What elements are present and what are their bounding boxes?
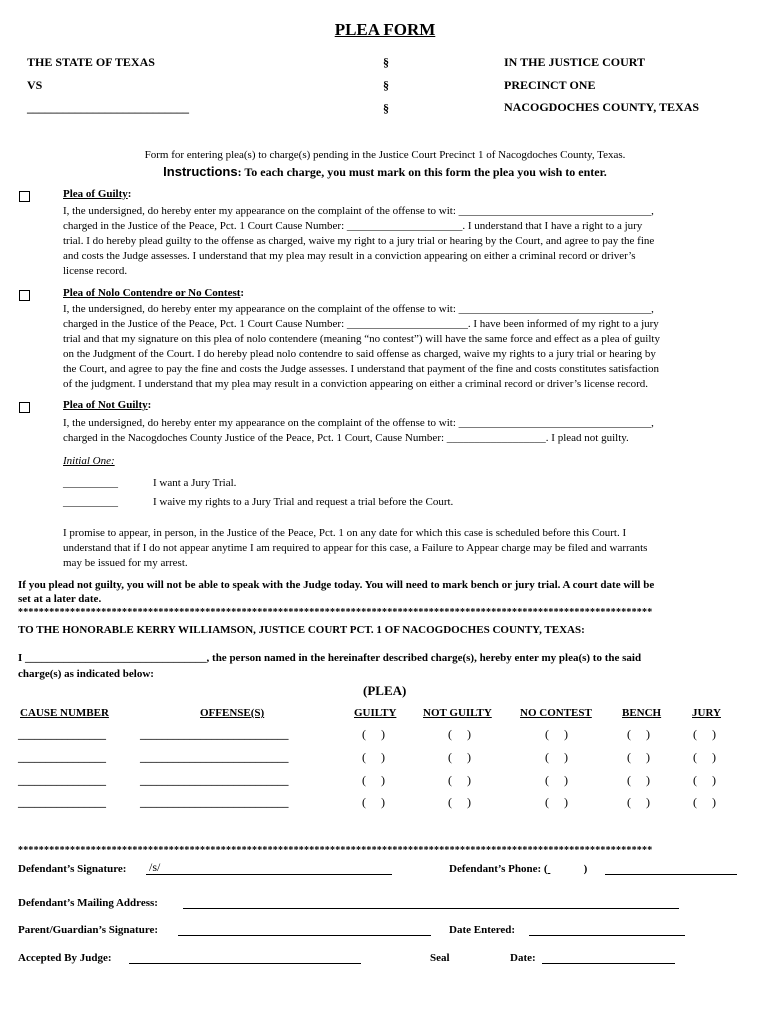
notice-line: If you plead not guilty, you will not be able to speak with the Judge today. You will need to mark bench or jury trial. A court date will be [18,579,655,591]
not-guilty-checkbox[interactable] [19,402,30,413]
bench-choice[interactable]: ( ) [627,750,650,764]
plea-statement-rest: , the person named in the hereinafter described charge(s), hereby enter my plea(s) to the said [206,652,642,664]
nolo-checkbox[interactable] [19,290,30,301]
jury-trial-option: I want a Jury Trial. [153,477,237,489]
col-cause-number: CAUSE NUMBER [20,707,109,719]
section-mark: § [383,101,389,115]
plea-statement [18,652,641,664]
no-contest-choice[interactable]: ( ) [545,750,568,764]
offense-blank[interactable]: ___________________________ [140,729,289,741]
no-contest-choice[interactable]: ( ) [545,727,568,741]
date-entered-label: Date Entered: [449,924,516,936]
text-line: I, the undersigned, do hereby enter my appearance on the complaint of the offense to wit: ___________________________________, [63,205,654,217]
text-line: I promise to appear, in person, in the Justice of the Peace, Pct. 1 on any date for which this case is scheduled before this Court. I [63,527,627,539]
date-line[interactable] [542,963,675,964]
header-defendant-blank[interactable]: ___________________________ [27,101,189,115]
cause-number-blank[interactable]: ________________ [18,797,106,809]
text-line: trial and that my signature on this plea of nolo contendere (meaning “no contest”) will have the same force and effect as a plea of guilty [63,333,660,345]
col-not-guilty: NOT GUILTY [423,707,492,719]
not-guilty-choice[interactable]: ( ) [448,795,471,809]
defendant-signature-value[interactable]: /s/ [149,860,161,874]
nolo-text [63,302,743,392]
bench-trial-option: I waive my rights to a Jury Trial and request a trial before the Court. [153,496,454,508]
text-line: trial. I do hereby plead guilty to the offense as charged, waive my right to a jury trial or hearing by the Court, and agree to pay the fine [63,235,655,247]
plea-statement-line2: charge(s) as indicated below: [18,668,154,680]
parent-signature-label: Parent/Guardian’s Signature: [18,924,159,936]
guilty-choice[interactable]: ( ) [362,750,385,764]
col-jury: JURY [692,707,721,719]
text-line: on the Judgment of the Court. I do hereby plead nolo contendre to said offense as charged, waive my rights to a jury trial or hearing by [63,348,656,360]
guilty-heading-label: Plea of Guilty [63,188,128,200]
defendant-signature-label: Defendant’s Signature: [18,863,127,875]
no-contest-choice[interactable]: ( ) [545,795,568,809]
no-contest-choice[interactable]: ( ) [545,773,568,787]
guilty-checkbox[interactable] [19,191,30,202]
mailing-address-line[interactable] [183,908,679,909]
seal-label: Seal [430,952,450,964]
bench-choice[interactable]: ( ) [627,773,650,787]
star-divider: ************************************************************************************************************************** [18,845,653,856]
col-guilty: GUILTY [354,707,397,719]
colon: : [127,188,132,200]
mailing-address-label: Defendant’s Mailing Address: [18,897,158,909]
defendant-phone-label [449,863,587,875]
header-court: IN THE JUSTICE COURT [504,55,646,69]
jury-choice[interactable]: ( ) [693,750,716,764]
bench-trial-initial-blank[interactable]: __________ [63,496,118,508]
colon: : [147,399,152,411]
text-line: understand that if I do not appear anytime I am required to appear for this case, a Failure to Appear charge may be filed and warrants [63,542,648,554]
not-guilty-choice[interactable]: ( ) [448,773,471,787]
header-vs: VS [27,78,43,92]
instructions [0,164,770,180]
header-precinct: PRECINCT ONE [504,78,596,92]
header-county: NACOGDOCHES COUNTY, TEXAS [504,100,700,114]
phone-label-close: ) [583,863,588,875]
promise-text [63,526,743,571]
defendant-signature-line [146,874,392,875]
col-no-contest: NO CONTEST [520,707,592,719]
not-guilty-choice[interactable]: ( ) [448,727,471,741]
text-line: the Court, and agree to pay the fine and costs the Judge assesses. I understand that payment of the fine and costs constitutes satisfaction [63,363,659,375]
guilty-text [63,204,743,279]
header-state: THE STATE OF TEXAS [27,55,155,69]
col-bench: BENCH [622,707,662,719]
defendant-name-blank[interactable]: _________________________________ [25,652,207,664]
plea-label: (PLEA) [363,683,407,698]
jury-choice[interactable]: ( ) [693,727,716,741]
text-line: I, the undersigned, do hereby enter my appearance on the complaint of the offense to wit: ___________________________________, [63,303,654,315]
star-divider: ************************************************************************************************************************** [18,607,653,618]
section-mark: § [383,78,389,92]
honorable-line: TO THE HONORABLE KERRY WILLIAMSON, JUSTICE COURT PCT. 1 OF NACOGDOCHES COUNTY, TEXAS: [18,624,585,636]
notice-line: set at a later date. [18,593,102,605]
cause-number-blank[interactable]: ________________ [18,775,106,787]
jury-trial-initial-blank[interactable]: __________ [63,477,118,489]
col-offenses: OFFENSE(S) [200,707,265,719]
offense-blank[interactable]: ___________________________ [140,797,289,809]
nolo-heading [63,287,244,299]
not-guilty-heading-label: Plea of Not Guilty [63,399,148,411]
instructions-text: : To each charge, you must mark on this form the plea you wish to enter. [237,165,607,179]
guilty-choice[interactable]: ( ) [362,795,385,809]
not-guilty-text [63,416,743,446]
defendant-phone-line[interactable] [605,874,737,875]
jury-choice[interactable]: ( ) [693,795,716,809]
plea-statement-i: I [18,652,23,664]
text-line: and costs the Judge assesses. I understand that my plea may result in a conviction appearing on either a criminal record or driver’s [63,250,636,262]
guilty-heading [63,188,131,200]
offense-blank[interactable]: ___________________________ [140,752,289,764]
phone-label-start: Defendant’s Phone: ( [449,863,548,875]
text-line: charged in the Nacogdoches County Justice of the Peace, Pct. 1 Court, Cause Number: __________________. I plead not guilty. [63,432,629,444]
date-entered-line[interactable] [529,935,685,936]
page-title: PLEA FORM [334,20,436,39]
section-mark: § [383,55,389,69]
bench-choice[interactable]: ( ) [627,795,650,809]
intro-line: Form for entering plea(s) to charge(s) pending in the Justice Court Precinct 1 of Nacogdoches County, Texas. [144,149,626,161]
area-code-blank[interactable] [548,863,584,875]
text-line: of the judgment. I understand that my plea may result in a conviction appearing on either a criminal record or driver’s license record. [63,378,649,390]
guilty-choice[interactable]: ( ) [362,727,385,741]
guilty-choice[interactable]: ( ) [362,773,385,787]
colon: : [240,287,245,299]
text-line: charged in the Justice of the Peace, Pct. 1 Court Cause Number: _____________________. I understand that I have a right to a jury [63,220,643,232]
not-guilty-choice[interactable]: ( ) [448,750,471,764]
cause-number-blank[interactable]: ________________ [18,729,106,741]
parent-signature-line[interactable] [178,935,431,936]
text-line: I, the undersigned, do hereby enter my appearance on the complaint of the offense to wit: ___________________________________, [63,417,654,429]
text-line: charged in the Justice of the Peace, Pct. 1 Court Cause Number: ______________________. I have been informed of my right to a jury [63,318,659,330]
accepted-by-judge-label: Accepted By Judge: [18,952,112,964]
cause-number-blank[interactable]: ________________ [18,752,106,764]
nolo-heading-label: Plea of Nolo Contendre or No Contest [63,287,241,299]
text-line: may be issued for my arrest. [63,557,188,569]
judge-signature-line[interactable] [129,963,361,964]
instructions-label: Instructions [163,164,238,179]
offense-blank[interactable]: ___________________________ [140,775,289,787]
jury-choice[interactable]: ( ) [693,773,716,787]
initial-one-label: Initial One: [63,455,115,467]
text-line: license record. [63,265,128,277]
not-guilty-heading [63,399,151,411]
date-label: Date: [510,952,536,964]
bench-choice[interactable]: ( ) [627,727,650,741]
